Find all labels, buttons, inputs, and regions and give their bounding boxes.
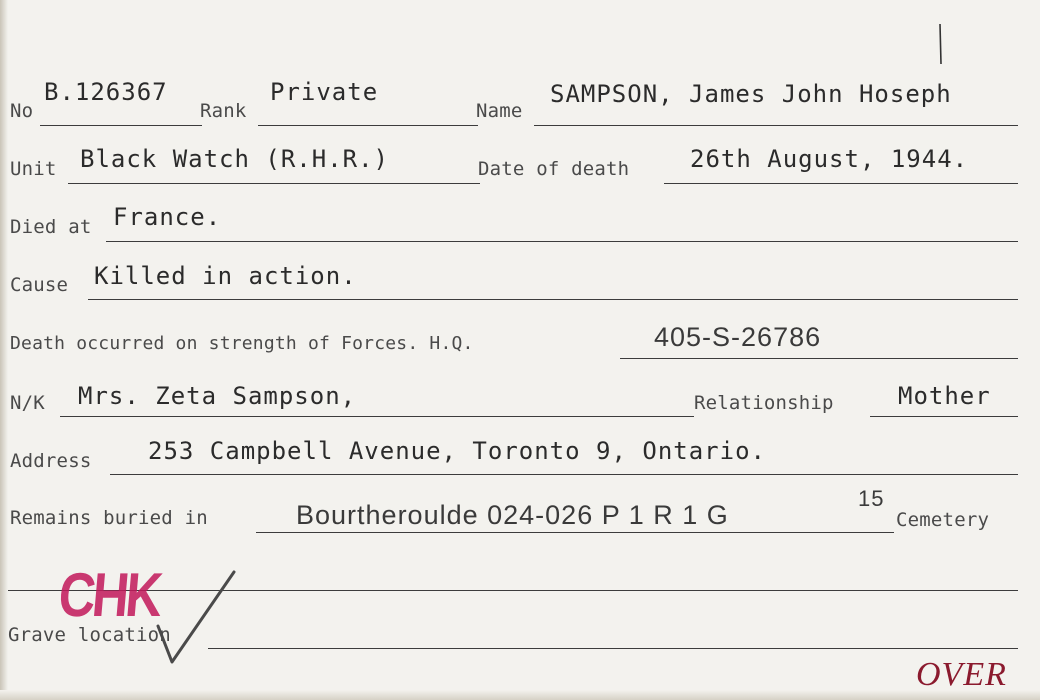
name-label: Name bbox=[476, 100, 523, 122]
over-note: OVER bbox=[916, 656, 1007, 693]
relationship-line bbox=[870, 416, 1018, 417]
cemetery-label: Cemetery bbox=[896, 509, 990, 531]
rank-line bbox=[258, 125, 478, 126]
no-line bbox=[40, 125, 202, 126]
no-value: B.126367 bbox=[44, 78, 168, 106]
relationship-label: Relationship bbox=[694, 392, 834, 414]
card-bottom-edge bbox=[0, 690, 1040, 700]
remains-label: Remains buried in bbox=[10, 507, 208, 529]
rank-label: Rank bbox=[200, 100, 247, 122]
grave-location-label: Grave location bbox=[8, 624, 171, 646]
address-value: 253 Campbell Avenue, Toronto 9, Ontario. bbox=[148, 437, 766, 465]
address-line bbox=[110, 474, 1018, 475]
rank-value: Private bbox=[270, 78, 379, 106]
date-of-death-label: Date of death bbox=[478, 158, 630, 180]
address-label: Address bbox=[10, 450, 92, 472]
pen-tick-icon bbox=[930, 22, 950, 66]
died-at-line bbox=[106, 241, 1018, 242]
unit-label: Unit bbox=[10, 158, 57, 180]
card-left-edge bbox=[0, 0, 8, 700]
relationship-value: Mother bbox=[898, 382, 991, 410]
remains-line bbox=[256, 532, 894, 533]
unit-line bbox=[68, 183, 480, 184]
name-line bbox=[534, 125, 1018, 126]
nk-line bbox=[60, 416, 694, 417]
unit-value: Black Watch (R.H.R.) bbox=[80, 145, 389, 173]
cause-line bbox=[88, 299, 1018, 300]
forces-hq-label: Death occurred on strength of Forces. H.Q. bbox=[10, 333, 474, 354]
cause-label: Cause bbox=[10, 274, 69, 296]
chk-stamp: CHK bbox=[55, 561, 163, 630]
nk-label: N/K bbox=[10, 392, 45, 414]
remains-superscript: 15 bbox=[858, 486, 885, 511]
check-mark-icon bbox=[150, 568, 242, 668]
forces-hq-value: 405-S-26786 bbox=[654, 322, 822, 352]
nk-value: Mrs. Zeta Sampson, bbox=[78, 382, 357, 410]
forces-hq-line bbox=[620, 358, 1018, 359]
date-of-death-line bbox=[664, 183, 1018, 184]
date-of-death-value: 26th August, 1944. bbox=[690, 145, 969, 173]
died-at-value: France. bbox=[113, 203, 222, 231]
died-at-label: Died at bbox=[10, 216, 92, 238]
grave-location-line bbox=[208, 648, 1018, 649]
no-label: No bbox=[10, 100, 34, 122]
name-value: SAMPSON, James John Hoseph bbox=[550, 80, 952, 108]
remains-value: Bourtheroulde 024-026 P 1 R 1 G bbox=[296, 500, 729, 530]
cause-value: Killed in action. bbox=[94, 262, 357, 290]
